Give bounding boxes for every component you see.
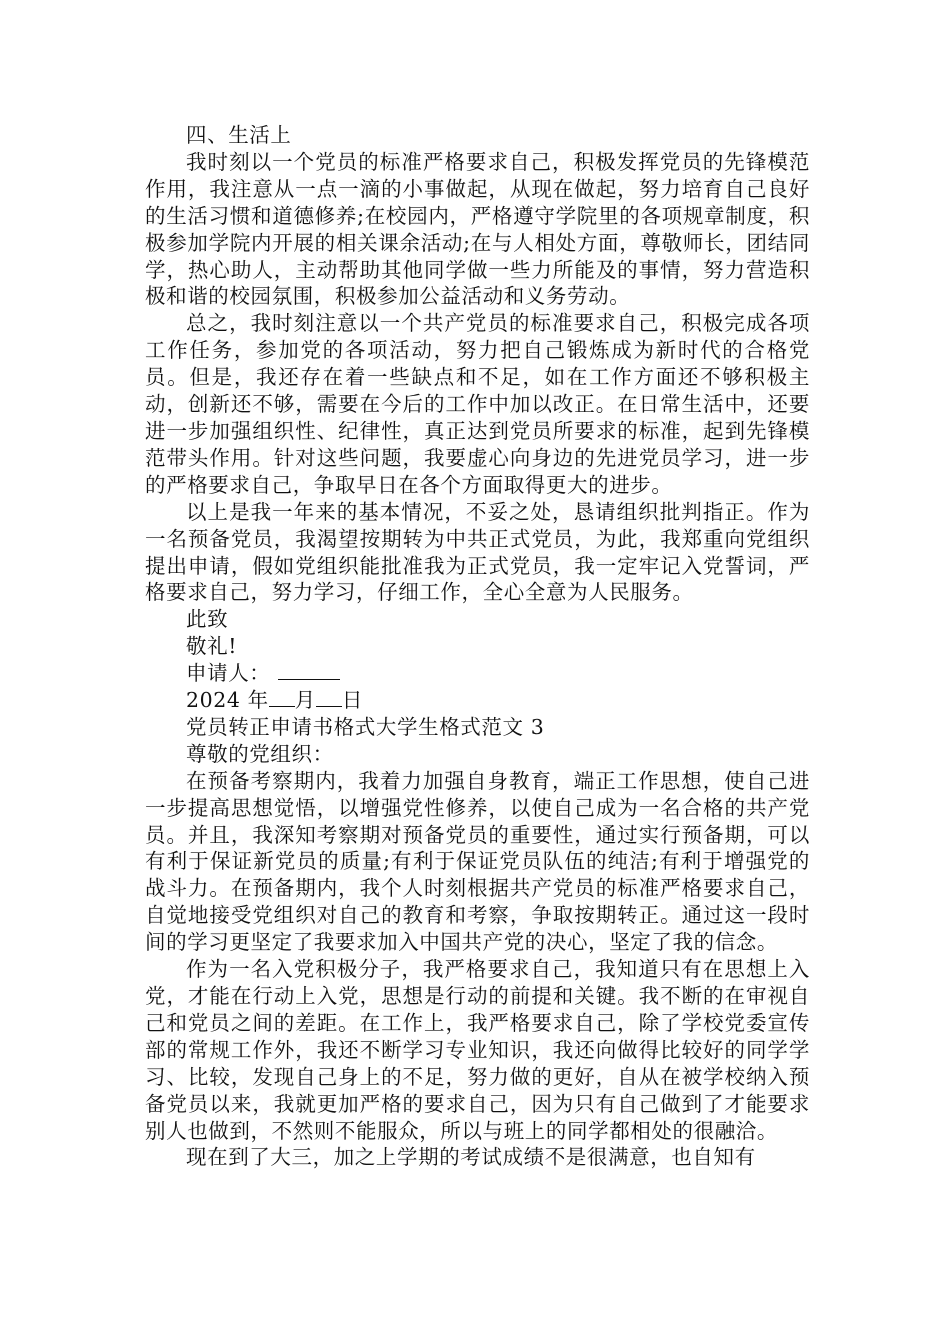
heading-life: 四、生活上 (186, 123, 292, 147)
section-title: 党员转正申请书格式大学生格式范文 3 (186, 714, 545, 739)
day-blank (316, 688, 342, 707)
document-page (145, 122, 810, 1171)
applicant-blank (278, 661, 340, 680)
paragraph-request: 以上是我一年来的基本情况，不妥之处，恳请组织批判指正。作为一名预备党员，我渴望按期转为中共正式党员，为此，我郑重向党组织提出申请，假如党组织能批准我为正式党员，我一定牢记入党誓词，严格要求自己，努力学习，仔细工作，全心全意为人民服务。 (145, 499, 810, 605)
date-line (145, 687, 810, 714)
salutation: 尊敬的党组织： (186, 741, 334, 766)
applicant-line (145, 660, 810, 687)
closing-ci-zhi: 此致 (186, 607, 229, 632)
paragraph-summary: 总之，我时刻注意以一个共产党员的标准要求自己，积极完成各项工作任务，参加党的各项活动，努力把自己锻炼成为新时代的合格党员。但是，我还存在着一些缺点和不足，如在工作方面还不够积极主动，创新还不够，需要在今后的工作中加以改正。在日常生活中，还要进一步加强组织性、纪律性，真正达到党员所要求的标准，起到先锋模范带头作用。针对这些问题，我要虚心向身边的先进党员学习，进一步的严格要求自己，争取早日在各个方面取得更大的进步。 (145, 311, 810, 497)
month-blank (269, 688, 295, 707)
closing-jing-li: 敬礼! (186, 634, 238, 659)
date-year: 2024 年 (186, 688, 269, 713)
applicant-label: 申请人： (186, 661, 271, 686)
paragraph-life: 我时刻以一个党员的标准严格要求自己，积极发挥党员的先锋模范作用，我注意从一点一滴的小事做起，从现在做起，努力培育自己良好的生活习惯和道德修养;在校园内，严格遵守学院里的各项规章制度，积极参加学院内开展的相关课余活动;在与人相处方面，尊敬师长，团结同学，热心助人，主动帮助其他同学做一些力所能及的事情，努力营造积极和谐的校园氛围，积极参加公益活动和义务劳动。 (145, 149, 810, 309)
paragraph-4: 现在到了大三，加之上学期的考试成绩不是很满意，也自知有 (186, 1145, 756, 1170)
date-month: 月 (294, 688, 316, 713)
paragraph-2: 在预备考察期内，我着力加强自身教育，端正工作思想，使自己进一步提高思想觉悟，以增强党性修养，以使自己成为一名合格的共产党员。并且，我深知考察期对预备党员的重要性，通过实行预备期，可以有利于保证新党员的质量;有利于保证党员队伍的纯洁;有利于增强党的战斗力。在预备期内，我个人时刻根据共产党员的标准严格要求自己，自觉地接受党组织对自己的教育和考察，争取按期转正。通过这一段时间的学习更坚定了我要求加入中国共产党的决心，坚定了我的信念。 (145, 768, 810, 955)
date-day: 日 (341, 688, 364, 713)
paragraph-3: 作为一名入党积极分子，我严格要求自己，我知道只有在思想上入党，才能在行动上入党，思想是行动的前提和关键。我不断的在审视自己和党员之间的差距。在工作上，我严格要求自己，除了学校党委宣传部的常规工作外，我还不断学习专业知识，我还向做得比较好的同学学习、比较，发现自己身上的不足，努力做的更好，自从在被学校纳入预备党员以来，我就更加严格的要求自己，因为只有自己做到了才能要求别人也做到，不然则不能服众，所以与班上的同学都相处的很融洽。 (145, 957, 810, 1143)
